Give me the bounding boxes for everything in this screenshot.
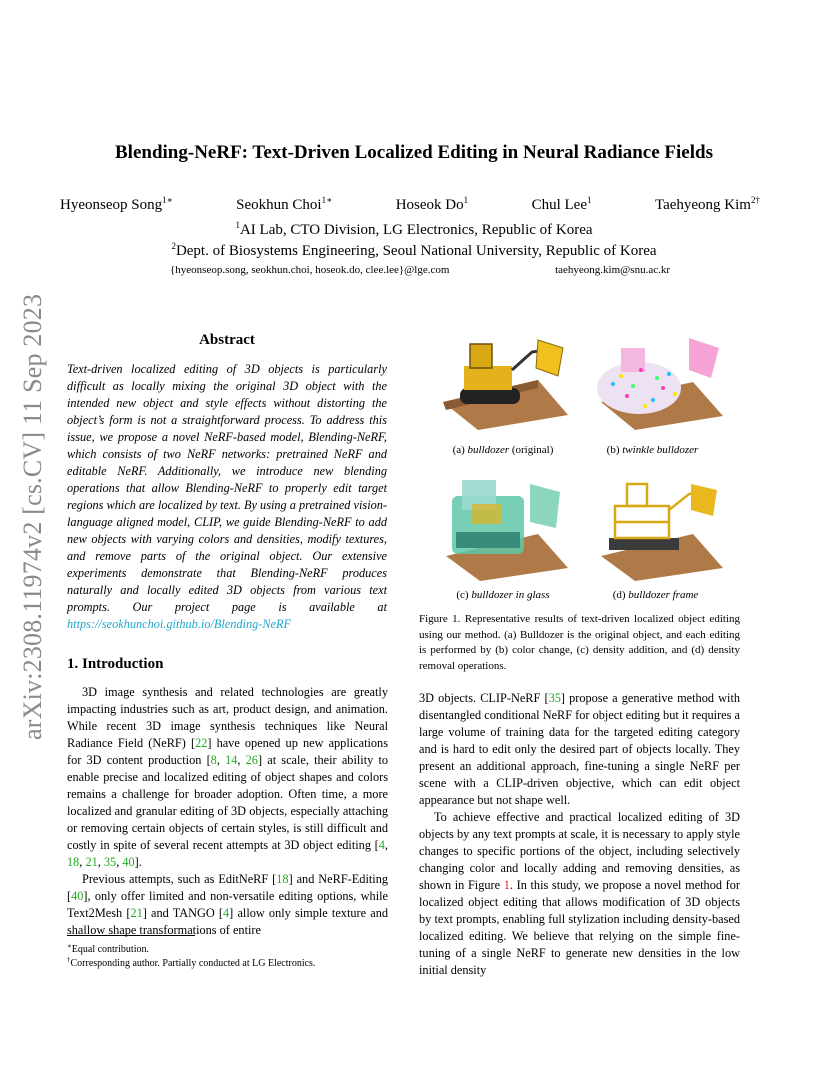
paragraph: 3D image synthesis and related technologies are greatly impacting industries such as art, product design, and animation. While recent 3D image synthesis techniques like Neural Radiance Field (NeRF) [22] have opened up new applications for 3D content production [8, 14, 26] at scale, their ability to enable precise and localized editing of object shapes and colors remains a challenge for broader adoption. Often time, a more localized and granular editing of 3D objects, especially attaching or removing certain objects of certain styles, is still difficult and costly in spite of several recent attempts at 3D object editing [4, 18, 21, 35, 40]. <box>67 685 389 869</box>
arxiv-identifier: arXiv:2308.11974v2 [cs.CV] 11 Sep 2023 <box>18 293 47 740</box>
email: taehyeong.kim@snu.ac.kr <box>555 264 670 276</box>
footnote-divider <box>67 935 195 936</box>
author: Seokhun Choi$^{1∗}$ <box>236 195 333 213</box>
citation-link[interactable]: 8 <box>210 753 217 767</box>
citation-link[interactable]: 18 <box>276 872 289 886</box>
paragraph: Previous attempts, such as EditNeRF [18] and NeRF-Editing [40], only offer limited and non-versatile editing options, while Text2Mesh [21] and TANGO [4] allow only simple texture and shallow shape transformations of entire <box>67 872 388 937</box>
email: {hyeonseop.song, seokhun.choi, hoseok.do, clee.lee}@lge.com <box>170 264 450 276</box>
abstract-text: Text-driven localized editing of 3D objects is particularly difficult as locally mixing the original 3D object with the intended new object and style effects without distorting the object’s form is not a straightforward process. To address this issue, we propose a novel NeRF-based model, Blending-NeRF, which consists of two NeRF networks: pretrained NeRF and editable NeRF. Additionally, we introduce new blending operations that allow Blending-NeRF to properly edit target regions which are localized by text. By using a pretrained vision-language aligned model, CLIP, we guide Blending-NeRF to add new objects with varying colors and densities, modify textures, and remove parts of the original object. Our extensive experiments demonstrate that Blending-NeRF produces naturally and locally edited 3D objects from various text prompts. Our project page is available at https://seokhunchoi.github.io/Blending-NeRF <box>67 362 388 631</box>
bulldozer-twinkle-image <box>593 330 725 430</box>
author-emails <box>170 264 670 276</box>
figure-caption: Figure 1. Representative results of text-driven localized object editing using our method. (a) Bulldozer is the original object, and each editing is performed by (b) color change, (c) density addition, and (d) density removal operations. <box>419 613 740 672</box>
bulldozer-glass-image <box>438 476 570 581</box>
affiliation: $^1$AI Lab, CTO Division, LG Electronics, Republic of Korea <box>235 220 593 238</box>
author: Hyeonseop Song$^{1∗}$ <box>60 195 173 213</box>
citation-link[interactable]: 22 <box>195 736 208 750</box>
paragraph: To achieve effective and practical localized editing of 3D objects by any text prompts at scale, it is necessary to apply style changes to specific portions of the object, including selectively changing color and locally adding and removing densities, as shown in Figure 1. In this study, we propose a novel method for localized object editing that allows modification of 3D objects by text prompts, enabling full stylization including density-based localized editing. We believe that relying on the simple fine-tuning of a single NeRF to generate new densities in the low initial density <box>419 810 740 977</box>
author-list <box>60 195 760 214</box>
citation-link[interactable]: 40 <box>71 889 84 903</box>
footnote: ∗Equal contribution. <box>67 942 149 955</box>
bulldozer-frame-image <box>593 476 725 581</box>
citation-link[interactable]: 26 <box>245 753 258 767</box>
subfigure-caption: (b) twinkle bulldozer <box>606 444 699 456</box>
citation-link[interactable]: 18 <box>67 855 80 869</box>
author: Hoseok Do$^1$ <box>395 195 469 213</box>
citation-link[interactable]: 21 <box>130 906 143 920</box>
project-link[interactable]: https://seokhunchoi.github.io/Blending-NeRF <box>67 617 292 631</box>
intro-text <box>67 684 388 939</box>
citation-link[interactable]: 14 <box>225 753 238 767</box>
paragraph: 3D objects. CLIP-NeRF [35] propose a generative method with disentangled conditional NeRF for object editing but it requires a large volume of training data for the targeted editing category and is hard to edit only the desired part of objects locally. They present an additional approach, fine-tuning a single NeRF per scene with a CLIP-driven objective, which can edit object appearance but not shape well. <box>419 691 741 807</box>
citation-link[interactable]: 40 <box>122 855 135 869</box>
section-heading: 1. Introduction <box>67 656 164 672</box>
bulldozer-original-image <box>438 330 570 430</box>
subfigure-caption: (a) bulldozer (original) <box>452 444 554 456</box>
citation-link[interactable]: 21 <box>85 855 98 869</box>
right-column-text <box>419 690 740 979</box>
citation-link[interactable]: 35 <box>548 691 561 705</box>
subfigure-caption: (d) bulldozer frame <box>612 589 699 601</box>
citation-link[interactable]: 35 <box>103 855 117 869</box>
abstract-heading: Abstract <box>199 332 255 348</box>
citation-link[interactable]: 4 <box>223 906 230 920</box>
affiliation: $^2$Dept. of Biosystems Engineering, Seoul National University, Republic of Korea <box>171 241 657 259</box>
footnote: †Corresponding author. Partially conducted at LG Electronics. <box>67 956 316 969</box>
paper-title: Blending-NeRF: Text-Driven Localized Editing in Neural Radiance Fields <box>115 142 713 163</box>
author: Chul Lee$^1$ <box>531 195 592 213</box>
figure-reference-link[interactable]: 1 <box>503 878 510 892</box>
subfigure-caption: (c) bulldozer in glass <box>456 589 550 601</box>
citation-link[interactable]: 4 <box>378 838 385 852</box>
author: Taehyeong Kim$^{2\dagger}$ <box>654 195 760 213</box>
